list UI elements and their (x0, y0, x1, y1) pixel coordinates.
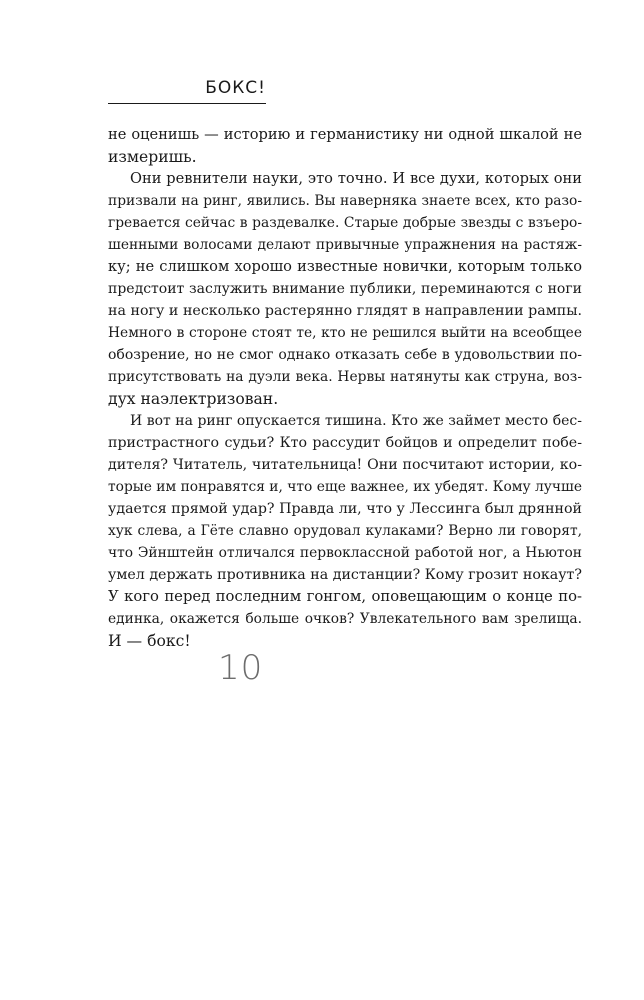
text-line: обозрение, но не смог однако отказать себе в удовольствии по- (108, 347, 582, 363)
text-line: призвали на ринг, явились. Вы наверняка знаете всех, кто разо- (108, 193, 582, 209)
header-rule (108, 103, 266, 104)
text-line: удается прямой удар? Правда ли, что у Лессинга был дрянной (108, 501, 582, 517)
text-line: И — бокс! (108, 632, 191, 650)
text-line: предстоит заслужить внимание публики, переминаются с ноги (108, 281, 582, 297)
text-line: присутствовать на дуэли века. Нервы натянуты как струна, воз- (108, 369, 582, 385)
body-text (108, 124, 582, 652)
text-line: У кого перед последним гонгом, оповещающим о конце по- (108, 588, 582, 605)
text-line: Они ревнители науки, это точно. И все духи, которых они (130, 170, 582, 187)
text-line: ку; не слишком хорошо известные новички, которым только (108, 258, 582, 275)
page-number: 10 (218, 648, 264, 688)
text-line: торые им понравятся и, что еще важнее, их убедят. Кому лучше (108, 479, 582, 495)
text-line: измеришь. (108, 148, 197, 166)
text-line: не оценишь — историю и германистику ни одной шкалой не (108, 126, 582, 143)
paragraph-3 (108, 410, 582, 652)
text-line: дителя? Читатель, читательница! Они посчитают истории, ко- (108, 457, 582, 473)
text-line: Немного в стороне стоят те, кто не решился выйти на всеобщее (108, 325, 582, 341)
text-line: единка, окажется больше очков? Увлекательного вам зрелища. (108, 611, 582, 627)
text-line: хук слева, а Гёте славно орудовал кулаками? Верно ли говорят, (108, 523, 582, 539)
text-line: гревается сейчас в раздевалке. Старые добрые звезды с взъеро- (108, 215, 582, 231)
text-line: дух наэлектризован. (108, 390, 279, 408)
text-line: что Эйнштейн отличался первоклассной работой ног, а Ньютон (108, 545, 582, 561)
text-line: умел держать противника на дистанции? Кому грозит нокаут? (108, 567, 582, 583)
paragraph-1 (108, 124, 582, 168)
text-line: на ногу и несколько растерянно глядят в направлении рампы. (108, 303, 582, 319)
text-line: И вот на ринг опускается тишина. Кто же займет место бес- (130, 413, 582, 429)
text-line: шенными волосами делают привычные упражнения на растяж- (108, 237, 582, 253)
text-line: пристрастного судьи? Кто рассудит бойцов и определит побе- (108, 435, 582, 451)
running-head: БОКС! (205, 78, 266, 98)
paragraph-2 (108, 168, 582, 410)
